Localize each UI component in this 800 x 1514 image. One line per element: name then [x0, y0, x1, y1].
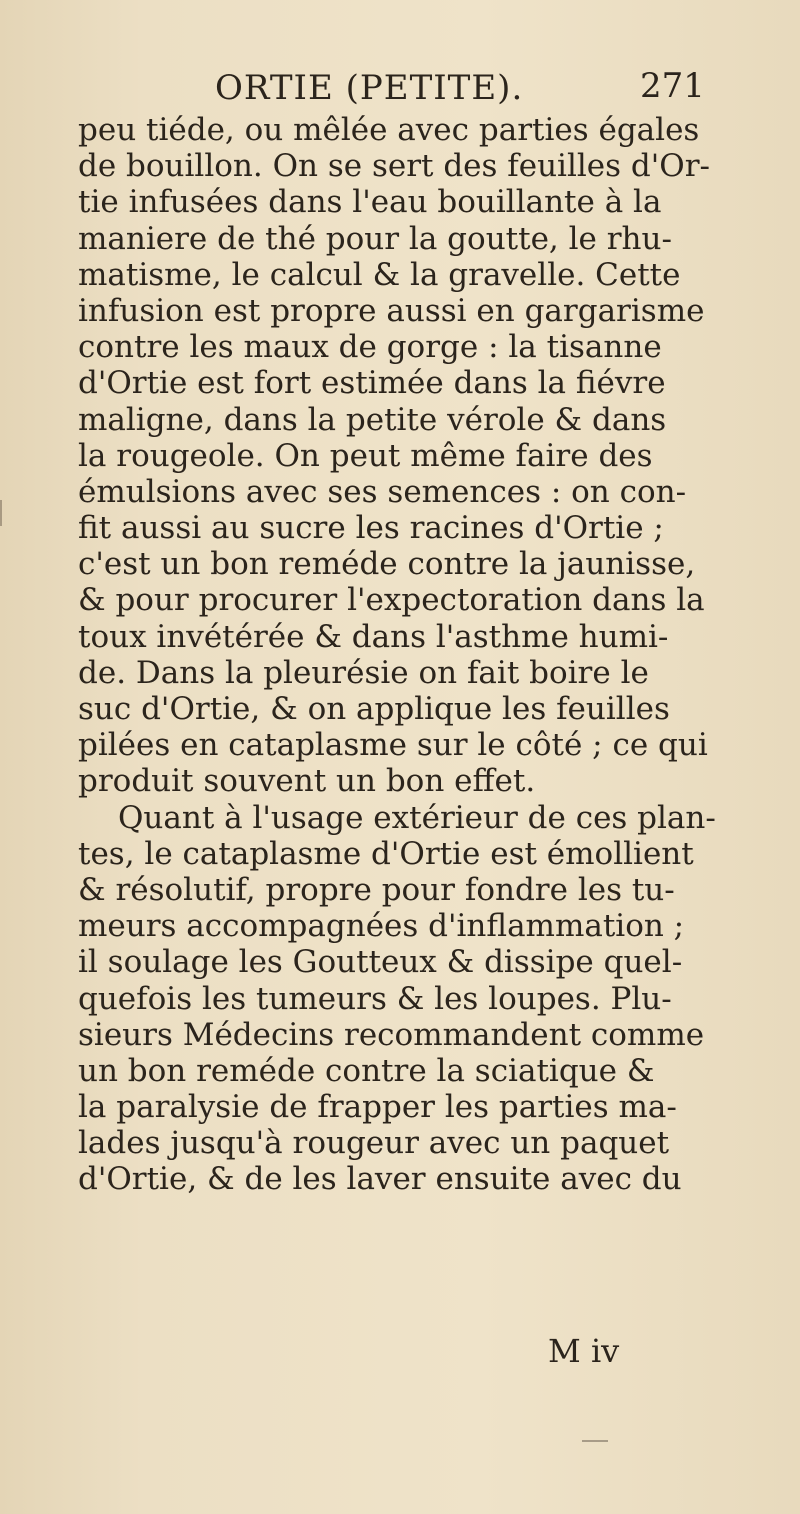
text-line: la paralysie de frapper les parties ma-: [78, 1089, 677, 1126]
text-line: de bouillon. On se sert des feuilles d'Or-: [78, 148, 710, 185]
running-head: ORTIE (PETITE).: [215, 68, 524, 108]
text-line: pilées en cataplasme sur le côté ; ce qui: [78, 727, 708, 764]
text-line: sieurs Médecins recommandent comme: [78, 1016, 705, 1053]
text-line: & résolutif, propre pour fondre les tu-: [78, 871, 675, 908]
text-line: tie infusées dans l'eau bouillante à la: [78, 184, 662, 221]
text-line: il soulage les Goutteux & dissipe quel-: [78, 944, 683, 981]
page-number: 271: [640, 66, 705, 106]
text-line: toux invétérée & dans l'asthme humi-: [78, 618, 669, 655]
text-line: produit souvent un bon effet.: [78, 763, 536, 800]
text-line: fit aussi au sucre les racines d'Ortie ;: [78, 510, 664, 547]
text-line: maligne, dans la petite vérole & dans: [78, 401, 667, 438]
text-line: lades jusqu'à rougeur avec un paquet: [78, 1125, 670, 1162]
text-line: maniere de thé pour la goutte, le rhu-: [78, 220, 672, 257]
paragraph-start-line: Quant à l'usage extérieur de ces plan-: [118, 799, 716, 836]
text-line: un bon reméde contre la sciatique &: [78, 1052, 655, 1089]
text-line: la rougeole. On peut même faire des: [78, 437, 653, 474]
text-line: & pour procurer l'expectoration dans la: [78, 582, 705, 619]
text-line: quefois les tumeurs & les loupes. Plu-: [78, 980, 672, 1017]
text-line: peu tiéde, ou mêlée avec parties égales: [78, 112, 700, 148]
text-line: matisme, le calcul & la gravelle. Cette: [78, 256, 681, 293]
text-line: suc d'Ortie, & on applique les feuilles: [78, 691, 670, 727]
text-line: de. Dans la pleurésie on fait boire le: [78, 654, 649, 691]
signature-mark: M iv: [548, 1332, 620, 1370]
text-line: c'est un bon reméde contre la jaunisse,: [78, 546, 696, 583]
text-line: tes, le cataplasme d'Ortie est émollient: [78, 835, 694, 872]
text-line: émulsions avec ses semences : on con-: [78, 473, 687, 510]
text-line: contre les maux de gorge : la tisanne: [78, 329, 662, 366]
text-line: d'Ortie, & de les laver ensuite avec du: [78, 1161, 682, 1198]
text-line: d'Ortie est fort estimée dans la fiévre: [78, 365, 666, 402]
margin-mark: [0, 500, 12, 526]
text-line: meurs accompagnées d'inflammation ;: [78, 908, 685, 945]
ink-mark: [582, 1440, 608, 1442]
text-line: infusion est propre aussi en gargarisme: [78, 292, 705, 329]
body-text: [78, 112, 758, 1198]
page-header: [0, 64, 800, 108]
